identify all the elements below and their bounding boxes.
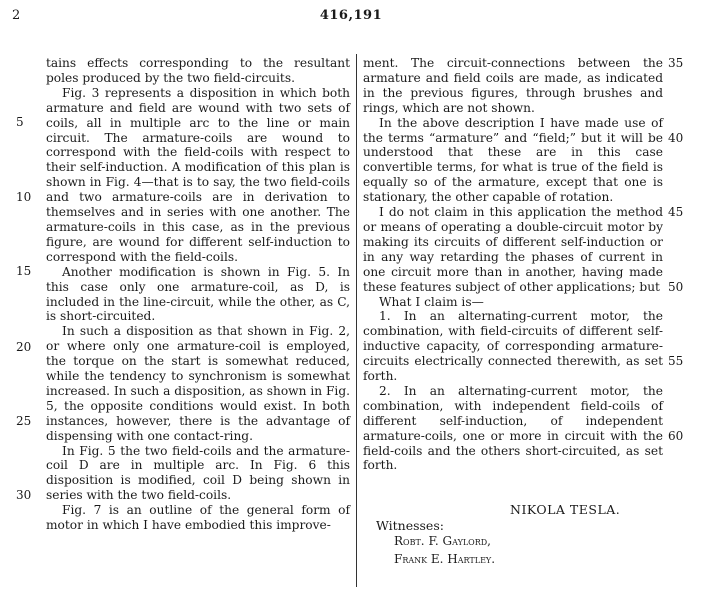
witnesses-label: Witnesses: <box>376 518 444 533</box>
line-number: 40 <box>668 131 684 145</box>
line-number: 20 <box>16 340 32 354</box>
left-paragraph: Fig. 7 is an outline of the general form of motor in which I have embodied this improve- <box>46 503 350 533</box>
page-number: 2 <box>12 8 21 23</box>
witness-name: Robt. F. Gaylord, <box>394 534 491 548</box>
line-number: 35 <box>668 56 684 70</box>
left-column <box>46 56 350 533</box>
line-number: 45 <box>668 205 684 219</box>
line-number: 25 <box>16 414 32 428</box>
line-number: 5 <box>16 115 24 129</box>
line-number: 60 <box>668 429 684 443</box>
patent-number: 416,191 <box>319 8 383 23</box>
line-number: 50 <box>668 280 684 294</box>
line-number: 15 <box>16 264 32 278</box>
line-number: 10 <box>16 190 32 204</box>
right-paragraph: 2. In an alternating-current motor, the combination, with independent field-coils of different self-induction, of independent armature-coils, one or more in circuit with the field-coils and the others short-circuited, as set forth. <box>363 383 663 473</box>
witness-name: Frank E. Hartley. <box>394 552 496 566</box>
inventor-signature: NIKOLA TESLA. <box>510 502 621 517</box>
right-paragraph: I do not claim in this application the method or means of operating a double-circuit motor by making its circuits of different self-induction or in any way retarding the phases of current in one circuit more than in another, having made these features subject of other applications; but <box>363 205 663 294</box>
right-paragraph: ment. The circuit-connections between the armature and field coils are made, as indicated in the previous figures, through brushes and rings, which are not shown. <box>363 56 663 115</box>
left-paragraph: Another modification is shown in Fig. 5. In this case only one armature-coil, as D, is included in the line-circuit, while the other, as C, is short-circuited. <box>46 264 350 324</box>
left-paragraph: Fig. 3 represents a disposition in which both armature and field are wound with two sets of coils, all in multiple arc to the line or main circuit. The armature-coils are wound to correspond with the field-coils with respect to their self-induction. A modification of this plan is shown in Fig. 4—that is to say, the two field-coils and two armature-coils are in derivation to themselves and in series with one another. The armature-coils in this case, as in the previous figure, are wound for different self-induction to correspond with the field-coils. <box>46 85 350 264</box>
line-number: 30 <box>16 488 32 502</box>
right-paragraph: 1. In an alternating-current motor, the combination, with field-circuits of different self-inductive capacity, of corresponding armature-circuits electrically connected therewith, as set forth. <box>363 309 663 384</box>
line-number: 55 <box>668 354 684 368</box>
right-paragraph: What I claim is— <box>379 294 484 309</box>
left-paragraph: In such a disposition as that shown in Fig. 2, or where only one armature-coil is employed, the torque on the start is somewhat reduced, while the tendency to synchronism is somewhat increased. In such a disposition, as shown in Fig. 5, the opposite conditions would exist. In both instances, however, there is the advantage of dispensing with one contact-ring. <box>46 324 350 443</box>
left-paragraph: In Fig. 5 the two field-coils and the armature-coil D are in multiple arc. In Fig. 6 this disposition is modified, coil D being shown in series with the two field-coils. <box>46 443 350 503</box>
right-paragraph: In the above description I have made use of the terms “armature” and “field;” but it will be understood that these are in this case convertible terms, for what is true of the field is equally so of the armature, except that one is stationary, the other capable of rotation. <box>363 115 663 205</box>
left-paragraph: tains effects corresponding to the resultant poles produced by the two field-circuits. <box>46 56 350 85</box>
right-column <box>363 56 663 473</box>
column-divider <box>356 54 357 587</box>
